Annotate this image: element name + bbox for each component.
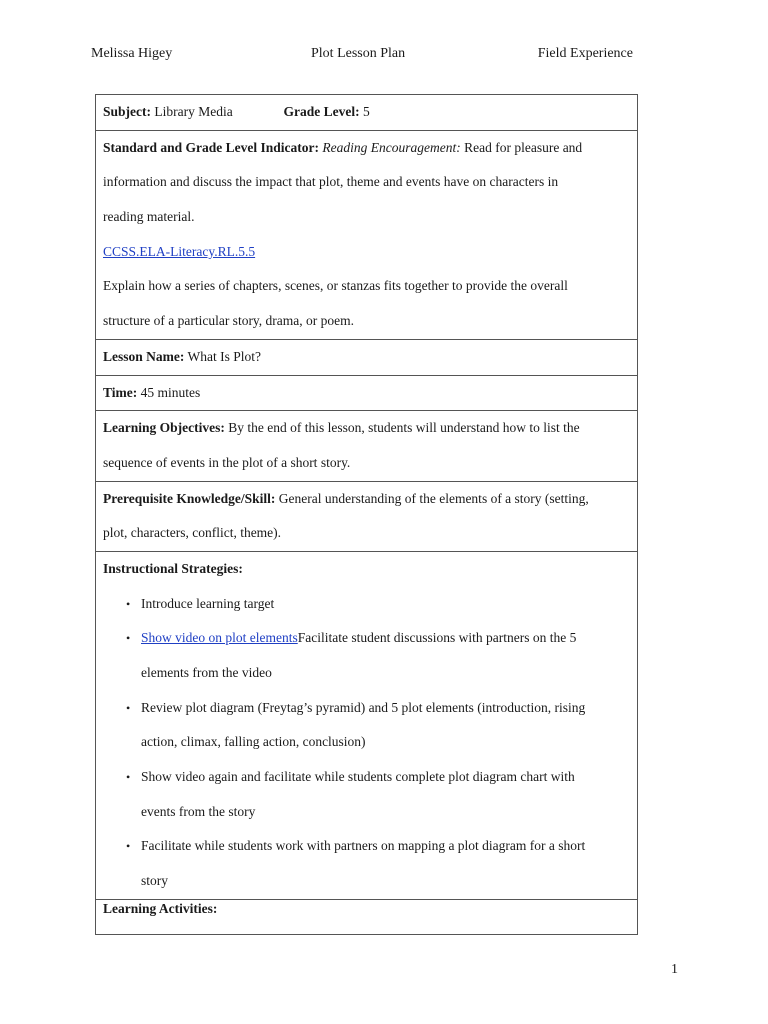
list-item xyxy=(103,760,630,829)
page-number: 1 xyxy=(671,962,678,977)
lesson-name-label: Lesson Name: xyxy=(103,348,185,364)
strategy-item-1: Introduce learning target xyxy=(141,595,275,611)
standard-link[interactable]: CCSS.ELA-Literacy.RL.5.5 xyxy=(103,243,256,259)
strategy-item-2-text-1: Facilitate student discussions with partners on the 5 xyxy=(297,630,577,646)
grade-value: 5 xyxy=(362,104,370,119)
standard-explain-1: Explain how a series of chapters, scenes, or stanzas fits together to provide the overall xyxy=(103,278,568,294)
objectives-text-2: sequence of events in the plot of a short story. xyxy=(103,454,351,470)
lesson-name-value: What Is Plot? xyxy=(187,348,262,364)
bullet-icon: • xyxy=(126,770,131,785)
bullet-icon: • xyxy=(126,631,131,646)
standard-text-2: information and discuss the impact that plot, theme and events have on characters in xyxy=(103,174,559,190)
time-row xyxy=(96,375,638,411)
standard-row xyxy=(96,130,638,339)
list-item xyxy=(103,621,630,690)
activities-label: Learning Activities: xyxy=(103,900,218,916)
standard-label: Standard and Grade Level Indicator: xyxy=(103,139,320,155)
strategy-item-5-text-1: Facilitate while students work with partners on mapping a plot diagram for a short xyxy=(141,838,586,854)
prerequisite-text-2: plot, characters, conflict, theme). xyxy=(103,525,282,541)
bullet-icon: • xyxy=(126,596,131,611)
standard-emphasis: Reading Encouragement: xyxy=(322,139,461,155)
strategy-item-3-text-1: Review plot diagram (Freytag’s pyramid) and 5 plot elements (introduction, rising xyxy=(141,699,586,715)
strategy-item-3-text-2: action, climax, falling action, conclusion) xyxy=(141,734,366,750)
prerequisite-text-1: General understanding of the elements of a story (setting, xyxy=(278,490,589,506)
strategy-item-2-text-2: elements from the video xyxy=(141,665,272,680)
bullet-icon: • xyxy=(126,839,131,854)
video-link[interactable]: Show video on plot elements xyxy=(141,630,298,646)
page-header xyxy=(91,46,633,66)
standard-text-3: reading material. xyxy=(103,209,195,225)
strategy-item-4-text-2: events from the story xyxy=(141,803,256,819)
header-title: Plot Lesson Plan xyxy=(311,46,406,61)
header-course: Field Experience xyxy=(537,46,633,61)
subject-row xyxy=(96,95,638,131)
strategy-item-4-text-1: Show video again and facilitate while students complete plot diagram chart with xyxy=(141,769,575,785)
prerequisite-label: Prerequisite Knowledge/Skill: xyxy=(103,490,276,506)
prerequisite-row xyxy=(96,481,638,551)
grade-label: Grade Level: xyxy=(283,104,360,119)
standard-explain-2: structure of a particular story, drama, or poem. xyxy=(103,313,355,329)
lesson-name-row xyxy=(96,339,638,375)
objectives-label: Learning Objectives: xyxy=(103,420,225,436)
strategies-list xyxy=(103,587,630,899)
lesson-plan-table xyxy=(95,94,638,935)
standard-text-1: Read for pleasure and xyxy=(464,139,583,155)
list-item xyxy=(103,691,630,760)
objectives-row xyxy=(96,411,638,481)
objectives-text-1: By the end of this lesson, students will understand how to list the xyxy=(228,420,580,436)
strategies-row xyxy=(96,551,638,899)
time-label: Time: xyxy=(103,384,138,400)
time-value: 45 minutes xyxy=(140,384,201,400)
strategies-label: Instructional Strategies: xyxy=(103,560,243,576)
activities-row xyxy=(96,899,638,934)
strategy-item-5-text-2: story xyxy=(141,873,168,889)
subject-label: Subject: xyxy=(103,104,151,119)
header-author: Melissa Higey xyxy=(91,46,173,61)
bullet-icon: • xyxy=(126,700,131,715)
list-item xyxy=(103,587,630,622)
subject-value: Library Media xyxy=(154,104,233,119)
list-item xyxy=(103,829,630,898)
